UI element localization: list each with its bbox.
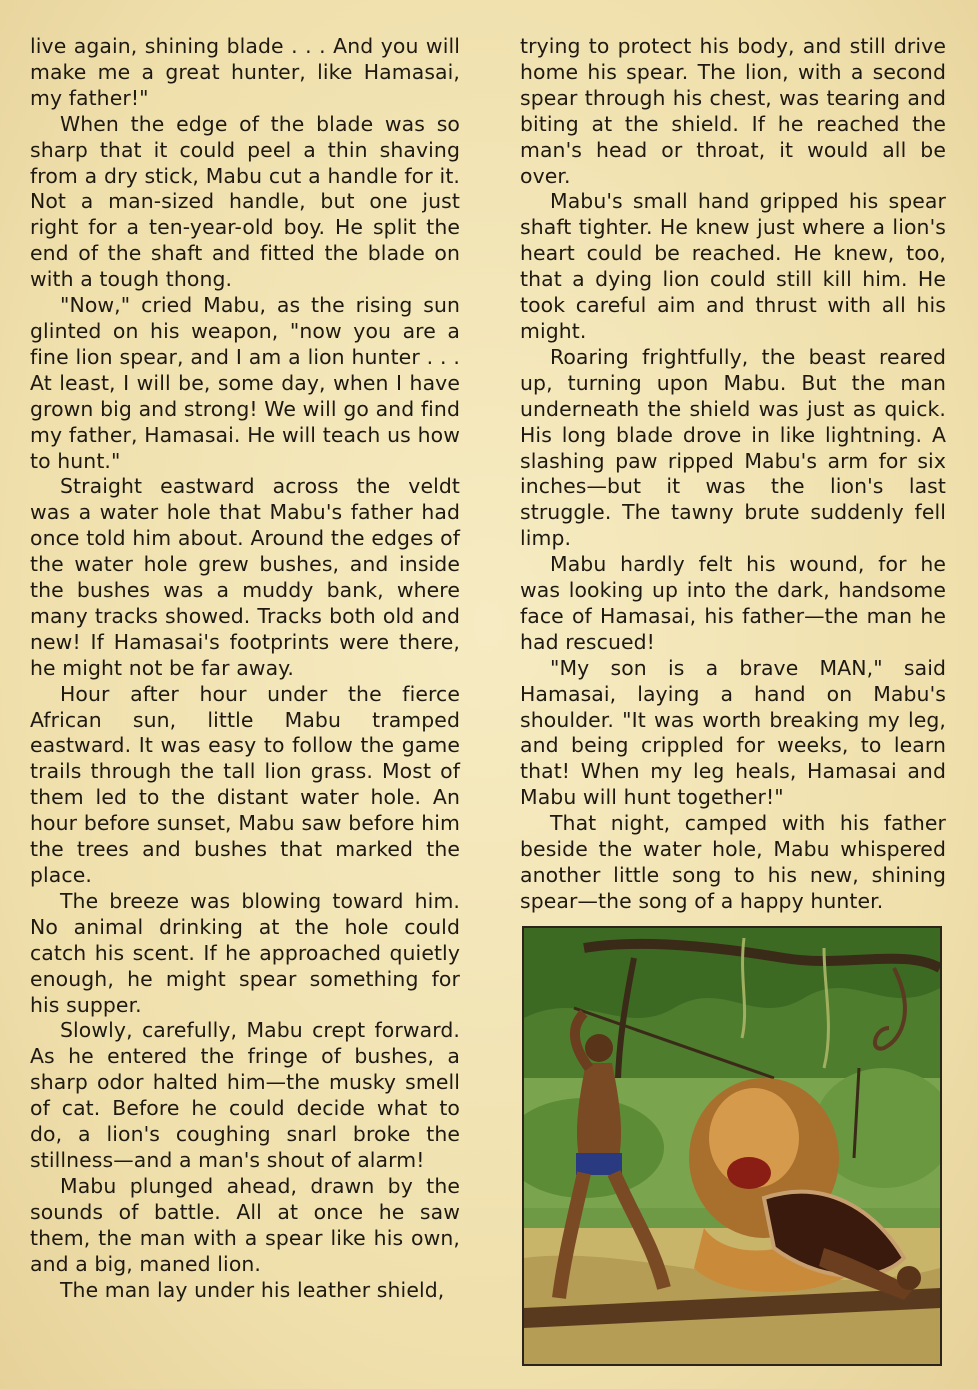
paragraph: The man lay under his leather shield, bbox=[60, 1277, 445, 1302]
paragraph: Mabu plunged ahead, drawn by the sounds of battle. All at once he saw them, the man with a spear like his own, and a big, maned lion. bbox=[30, 1173, 460, 1276]
paragraph: Mabu hardly felt his wound, for he was looking up into the dark, handsome face of Hamasai, his father—the man he had rescued! bbox=[520, 552, 946, 654]
paragraph: When the edge of the blade was so sharp that it could peel a thin shaving from a dry stick, Mabu cut a handle for it. Not a man-sized handle, but one just right for a ten-year-old boy. He split the end of the shaft and fitted the blade on with a tough thong. bbox=[30, 111, 460, 292]
left-text-column bbox=[30, 34, 460, 1303]
paragraph: "Now," cried Mabu, as the rising sun glinted on his weapon, "now you are a fine lion spear, and I am a lion hunter . . . At least, I will be, some day, when I have grown big and strong! We will go and find my father, Hamasai. He will teach us how to hunt." bbox=[30, 293, 460, 473]
paragraph: Straight eastward across the veldt was a water hole that Mabu's father had once told him about. Around the edges of the water hole grew bushes, and inside the bushes was a muddy bank, where many tracks showed. Tracks both old and new! If Hamasai's footprints were there, he might not be far away. bbox=[30, 474, 460, 680]
paragraph: "My son is a brave MAN," said Hamasai, laying a hand on Mabu's shoulder. "It was worth breaking my leg, and being crippled for weeks, to learn that! When my leg heals, Hamasai and Mabu will hunt together!" bbox=[520, 655, 946, 810]
paragraph: Mabu's small hand gripped his spear shaft tighter. He knew just where a lion's heart could be reached. He knew, too, that a dying lion could still kill him. He took careful aim and thrust with all his might. bbox=[520, 189, 946, 343]
paragraph: Roaring frightfully, the beast reared up, turning upon Mabu. But the man underneath the shield was just as quick. His long blade drove in like lightning. A slashing paw ripped Mabu's arm for six inches—but it was the lion's last struggle. The tawny brute suddenly fell limp. bbox=[520, 344, 946, 551]
right-text-column bbox=[520, 34, 946, 915]
paragraph: The breeze was blowing toward him. No animal drinking at the hole could catch his scent. If he approached quietly enough, he might spear something for his supper. bbox=[30, 888, 460, 1017]
paragraph: trying to protect his body, and still drive home his spear. The lion, with a second spear through his chest, was tearing and biting at the shield. If he reached the man's head or throat, it would all be over. bbox=[520, 34, 946, 188]
boy-spearing-lion-illustration bbox=[522, 926, 942, 1366]
paragraph: live again, shining blade . . . And you will make me a great hunter, like Hamasai, my father!" bbox=[30, 34, 460, 110]
paragraph: Slowly, carefully, Mabu crept forward. As he entered the fringe of bushes, a sharp odor halted him—the musky smell of cat. Before he could decide what to do, a lion's coughing snarl broke the stillness—and a man's shout of alarm! bbox=[30, 1018, 460, 1172]
paragraph: That night, camped with his father beside the water hole, Mabu whispered another little song to his new, shining spear—the song of a happy hunter. bbox=[520, 811, 946, 913]
paragraph: Hour after hour under the fierce African sun, little Mabu tramped eastward. It was easy to follow the game trails through the tall lion grass. Most of them led to the distant water hole. An hour before sunset, Mabu saw before him the trees and bushes that marked the place. bbox=[30, 681, 460, 887]
